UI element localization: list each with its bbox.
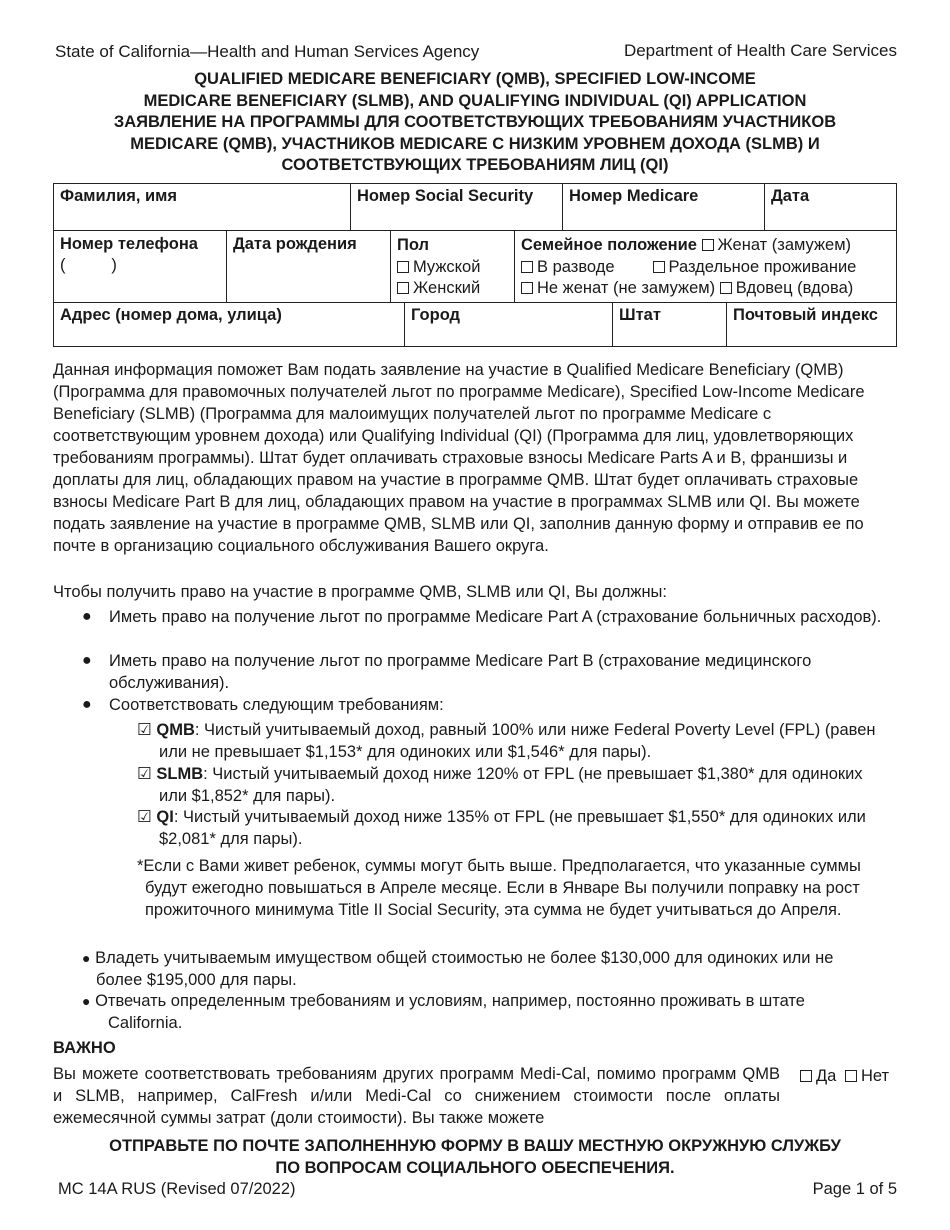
income-footnote: *Если с Вами живет ребенок, суммы могут быть выше. Предполагается, что указанные суммы будут ежегодно повышаться в Апреле месяце. Если в Январе Вы получили поправку на рост прожиточного минимума Title II Social Security, эта сумма не будет учитываться до Апреля. (137, 857, 861, 919)
checkbox[interactable] (397, 261, 409, 273)
sex-female-label: Женский (413, 279, 481, 297)
date-field[interactable] (764, 184, 896, 230)
separated-option[interactable] (653, 258, 857, 276)
phone-label: Номер телефона (60, 235, 198, 253)
bullet-text: Отвечать определенным требованиям и условиям, например, постоянно проживать в штате California. (95, 992, 805, 1032)
single-option[interactable] (521, 279, 715, 297)
important-heading: ВАЖНО (53, 1039, 116, 1057)
slmb-text: : Чистый учитываемый доход ниже 120% от FPL (не превышает $1,380* для одиноких или $1,852* для пары). (159, 765, 863, 805)
checkbox[interactable] (521, 282, 533, 294)
zip-field[interactable] (726, 302, 896, 346)
phone-field[interactable] (54, 230, 226, 302)
bullet-icon: ● (82, 608, 92, 625)
qmb-name: QMB (156, 721, 195, 739)
name-field[interactable] (54, 184, 350, 230)
checkbox[interactable] (845, 1070, 857, 1082)
applicant-info-table (53, 183, 897, 347)
city-label: Город (411, 306, 461, 324)
medicare-number-field[interactable] (562, 184, 764, 230)
yes-no-choice (800, 1067, 889, 1086)
bullet-icon: ● (82, 696, 92, 713)
dob-field[interactable] (226, 230, 390, 302)
sex-male-label: Мужской (413, 257, 481, 276)
qmb-text: : Чистый учитываемый доход, равный 100% или ниже Federal Poverty Level (FPL) (равен или не превышает $1,153* для одиноких или $1,546* для пары). (159, 721, 876, 761)
sex-field (390, 230, 514, 302)
list-item (82, 606, 902, 628)
list-item (82, 947, 872, 991)
requirement-qi (137, 806, 877, 850)
checkbox[interactable] (702, 239, 714, 251)
divorced-option[interactable] (521, 258, 615, 276)
no-label: Нет (860, 1067, 890, 1085)
intro-paragraph: Данная информация поможет Вам подать заявление на участие в Qualified Medicare Beneficiary (QMB) (Программа для правомочных получателей льгот по программе Medicare), Specified Low-Income Medicare Beneficiary (SLMB) (Программа для малоимущих получателей льгот по программе Medicare с соответствующим уровнем дохода) или Qualifying Individual (QI) (Программа для лиц, удовлетворяющих требованиям программы). Штат будет оплачивать страховые взносы Medicare Parts A и B, франшизы и доплаты для лиц, обладающих правом на участие в программе QMB. Штат будет оплачивать страховые взносы Medicare Part B для лиц, обладающих правом на участие в программах SLMB или QI. Вы можете подать заявление на участие в программе QMB, SLMB или QI, заполнив данную форму и отправив ее по почте в организацию социального обслуживания Вашего округа. (53, 361, 865, 555)
title-line: ЗАЯВЛЕНИЕ НА ПРОГРАММЫ ДЛЯ СООТВЕТСТВУЮЩИХ ТРЕБОВАНИЯМ УЧАСТНИКОВ (113, 113, 837, 131)
checkbox[interactable] (720, 282, 732, 294)
bullet-icon: ● (82, 950, 91, 966)
state-field[interactable] (612, 302, 726, 346)
page-number: Page 1 of 5 (812, 1180, 897, 1198)
department-name: Department of Health Care Services (623, 41, 897, 60)
phone-parens: ( ) (60, 256, 117, 274)
bullet-text: Иметь право на получение льгот по программе Medicare Part A (страхование больничных расходов). (109, 608, 882, 626)
checkbox[interactable] (800, 1070, 812, 1082)
checked-box-icon: ☑ (137, 808, 152, 826)
important-text: Вы можете соответствовать требованиям других программ Medi-Cal, помимо программ QMB и SLMB, например, CalFresh и/или Medi-Cal со снижением стоимости после оплаты ежемесячной суммы затрат (доли стоимости). Вы также можете (53, 1065, 780, 1127)
slmb-name: SLMB (156, 765, 204, 783)
date-label: Дата (771, 187, 810, 205)
title-line: QUALIFIED MEDICARE BENEFICIARY (QMB), SPECIFIED LOW-INCOME (194, 70, 756, 88)
sex-male-option[interactable] (397, 257, 508, 279)
qi-text: : Чистый учитываемый доход ниже 135% от FPL (не превышает $1,550* для одиноких или $2,081* для пары). (159, 808, 866, 848)
widowed-label: Вдовец (вдова) (735, 279, 854, 297)
eligibility-lead: Чтобы получить право на участие в программе QMB, SLMB или QI, Вы должны: (53, 583, 667, 601)
city-field[interactable] (404, 302, 612, 346)
requirement-qmb (137, 719, 897, 763)
dob-label: Дата рождения (233, 235, 357, 253)
list-item (82, 650, 902, 694)
medicare-label: Номер Medicare (569, 187, 699, 205)
agency-name: State of California—Health and Human Services Agency (55, 42, 480, 61)
sex-label: Пол (397, 236, 430, 254)
list-item (82, 990, 872, 1034)
form-id: MC 14A RUS (Revised 07/2022) (58, 1180, 296, 1198)
address-field[interactable] (54, 302, 404, 346)
zip-label: Почтовый индекс (733, 306, 878, 324)
bullet-icon: ● (82, 993, 91, 1009)
checked-box-icon: ☑ (137, 721, 152, 739)
bullet-text: Владеть учитываемым имуществом общей стоимостью не более $130,000 для одиноких или не более $195,000 для пары. (95, 949, 834, 989)
bullet-text: Иметь право на получение льгот по программе Medicare Part B (страхование медицинского обслуживания). (109, 652, 812, 692)
married-label: Женат (замужем) (717, 236, 852, 254)
title-line: MEDICARE (QMB), УЧАСТНИКОВ MEDICARE С НИЗКИМ УРОВНЕМ ДОХОДА (SLMB) И (130, 134, 820, 153)
name-label: Фамилия, имя (60, 187, 178, 205)
ssn-label: Номер Social Security (357, 187, 534, 205)
married-option[interactable] (702, 236, 852, 254)
widowed-option[interactable] (720, 279, 854, 297)
mail-line: ОТПРАВЬТЕ ПО ПОЧТЕ ЗАПОЛНЕННУЮ ФОРМУ В ВАШУ МЕСТНУЮ ОКРУЖНУЮ СЛУЖБУ (109, 1137, 841, 1155)
title-line: MEDICARE BENEFICIARY (SLMB), AND QUALIFYING INDIVIDUAL (QI) APPLICATION (143, 91, 807, 110)
title-line: СООТВЕТСТВУЮЩИХ ТРЕБОВАНИЯМ ЛИЦ (QI) (281, 156, 669, 174)
divorced-label: В разводе (537, 257, 615, 276)
yes-label: Да (816, 1067, 837, 1085)
separated-label: Раздельное проживание (668, 257, 857, 276)
ssn-field[interactable] (350, 184, 562, 230)
list-item (82, 694, 902, 716)
no-option[interactable] (845, 1067, 889, 1085)
marital-label: Семейное положение (521, 236, 697, 254)
form-title (40, 69, 910, 177)
bullet-text: Соответствовать следующим требованиям: (109, 696, 444, 714)
checked-box-icon: ☑ (137, 765, 152, 783)
requirement-slmb (137, 763, 877, 807)
yes-option[interactable] (800, 1067, 836, 1085)
address-label: Адрес (номер дома, улица) (60, 306, 282, 324)
checkbox[interactable] (653, 261, 665, 273)
qi-name: QI (156, 808, 174, 826)
bullet-icon: ● (82, 652, 92, 669)
mail-line: ПО ВОПРОСАМ СОЦИАЛЬНОГО ОБЕСПЕЧЕНИЯ. (275, 1159, 675, 1177)
sex-female-option[interactable] (397, 278, 508, 300)
single-label: Не женат (не замужем) (537, 279, 716, 297)
checkbox[interactable] (397, 282, 409, 294)
marital-status-field (514, 230, 896, 302)
state-label: Штат (619, 306, 661, 324)
checkbox[interactable] (521, 261, 533, 273)
mail-instruction (40, 1135, 910, 1179)
